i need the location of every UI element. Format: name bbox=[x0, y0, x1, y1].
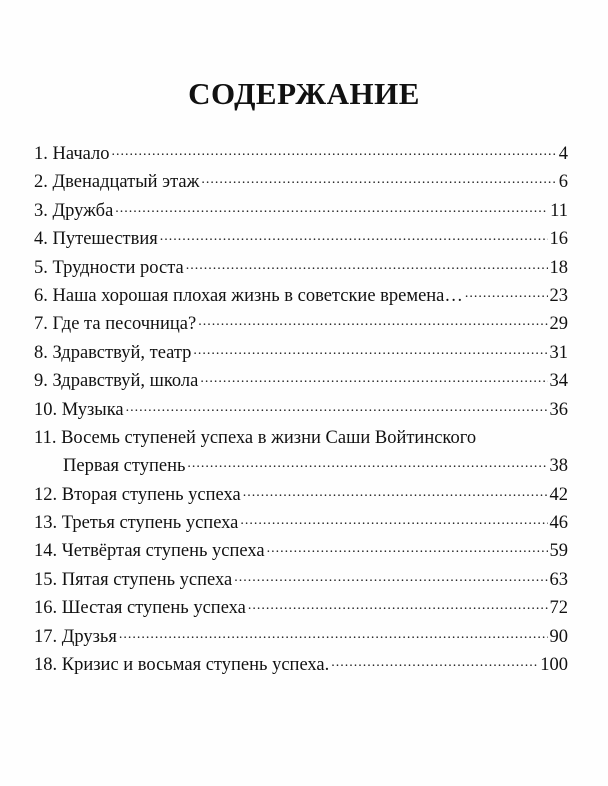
toc-entry-title: 11. Восемь ступеней успеха в жизни Саши Войтинского bbox=[34, 427, 477, 448]
toc-entry-continuation: Первая ступень bbox=[63, 456, 186, 477]
toc-entry-title: 16. Шестая ступень успеха bbox=[34, 598, 246, 619]
dot-leader bbox=[186, 254, 548, 273]
dot-leader bbox=[465, 282, 548, 301]
toc-entry bbox=[34, 367, 568, 395]
toc-entry bbox=[34, 396, 568, 424]
dot-leader bbox=[200, 368, 547, 387]
toc-entry-title: 14. Четвёртая ступень успеха bbox=[34, 541, 265, 562]
toc-entry bbox=[34, 651, 568, 679]
dot-leader bbox=[119, 623, 548, 642]
toc-entry bbox=[34, 452, 568, 480]
toc-entry bbox=[34, 623, 568, 651]
toc-entry-page: 18 bbox=[549, 257, 568, 278]
toc-entry-page: 31 bbox=[549, 342, 568, 363]
toc-entry-page: 46 bbox=[549, 513, 568, 534]
toc-entry-page: 59 bbox=[549, 541, 568, 562]
dot-leader bbox=[187, 453, 547, 472]
toc-entry-page: 23 bbox=[549, 285, 568, 306]
dot-leader bbox=[115, 197, 548, 216]
toc-entry-page: 42 bbox=[549, 484, 568, 505]
toc-entry-title: 2. Двенадцатый этаж bbox=[34, 172, 200, 193]
toc-entry-page: 72 bbox=[549, 598, 568, 619]
toc-entry-page: 29 bbox=[549, 314, 568, 335]
dot-leader bbox=[198, 311, 547, 330]
toc-entry bbox=[34, 140, 568, 168]
toc-entry bbox=[34, 566, 568, 594]
toc-entry bbox=[34, 594, 568, 622]
toc-entry-title: 5. Трудности роста bbox=[34, 257, 184, 278]
dot-leader bbox=[234, 566, 547, 585]
toc-entry-title: 17. Друзья bbox=[34, 626, 117, 647]
toc-entry bbox=[34, 282, 568, 310]
dot-leader bbox=[112, 141, 557, 160]
dot-leader bbox=[248, 595, 548, 614]
toc-entry-title: 7. Где та песочница? bbox=[34, 314, 197, 335]
toc-entry-title: 9. Здравствуй, школа bbox=[34, 371, 199, 392]
dot-leader bbox=[243, 481, 548, 500]
dot-leader bbox=[240, 510, 547, 529]
toc-entry bbox=[34, 339, 568, 367]
toc-entry-title: 8. Здравствуй, театр bbox=[34, 342, 192, 363]
toc-entry-title: 3. Дружба bbox=[34, 200, 114, 221]
toc-entry-heading-line bbox=[34, 424, 568, 452]
toc-entry bbox=[34, 509, 568, 537]
toc-entry-page: 36 bbox=[549, 399, 568, 420]
dot-leader bbox=[160, 226, 548, 245]
toc-entry-page: 16 bbox=[549, 229, 568, 250]
dot-leader bbox=[331, 652, 538, 671]
toc-entry-title: 12. Вторая ступень успеха bbox=[34, 484, 241, 505]
toc-entry bbox=[34, 310, 568, 338]
dot-leader bbox=[126, 396, 548, 415]
toc-entry-page: 63 bbox=[549, 569, 568, 590]
toc-entry-page: 90 bbox=[549, 626, 568, 647]
dot-leader bbox=[193, 339, 547, 358]
toc-entry bbox=[34, 537, 568, 565]
toc-entry-title: 13. Третья ступень успеха bbox=[34, 513, 239, 534]
toc-entry bbox=[34, 254, 568, 282]
dot-leader bbox=[201, 169, 556, 188]
toc-entry-title: 10. Музыка bbox=[34, 399, 124, 420]
dot-leader bbox=[267, 538, 548, 557]
toc-entry-page: 38 bbox=[549, 456, 568, 477]
toc-entry-title: 18. Кризис и восьмая ступень успеха. bbox=[34, 655, 330, 676]
toc-entry bbox=[34, 197, 568, 225]
toc-entry-title: 1. Начало bbox=[34, 144, 110, 164]
toc-entry-page: 11 bbox=[550, 200, 568, 221]
toc-entry bbox=[34, 225, 568, 253]
page-title: СОДЕРЖАНИЕ bbox=[188, 76, 420, 111]
toc-entry bbox=[34, 168, 568, 196]
toc-entry-page: 34 bbox=[549, 371, 568, 392]
toc-entry-page: 4 bbox=[558, 144, 568, 164]
toc-entry-title: 4. Путешествия bbox=[34, 229, 158, 250]
toc-entry-title: 15. Пятая ступень успеха bbox=[34, 569, 233, 590]
toc-entry-page: 100 bbox=[540, 655, 568, 676]
table-of-contents bbox=[34, 140, 568, 679]
toc-entry bbox=[34, 481, 568, 509]
toc-entry-page: 6 bbox=[558, 172, 568, 193]
toc-entry-title: 6. Наша хорошая плохая жизнь в советские времена… bbox=[34, 285, 463, 306]
